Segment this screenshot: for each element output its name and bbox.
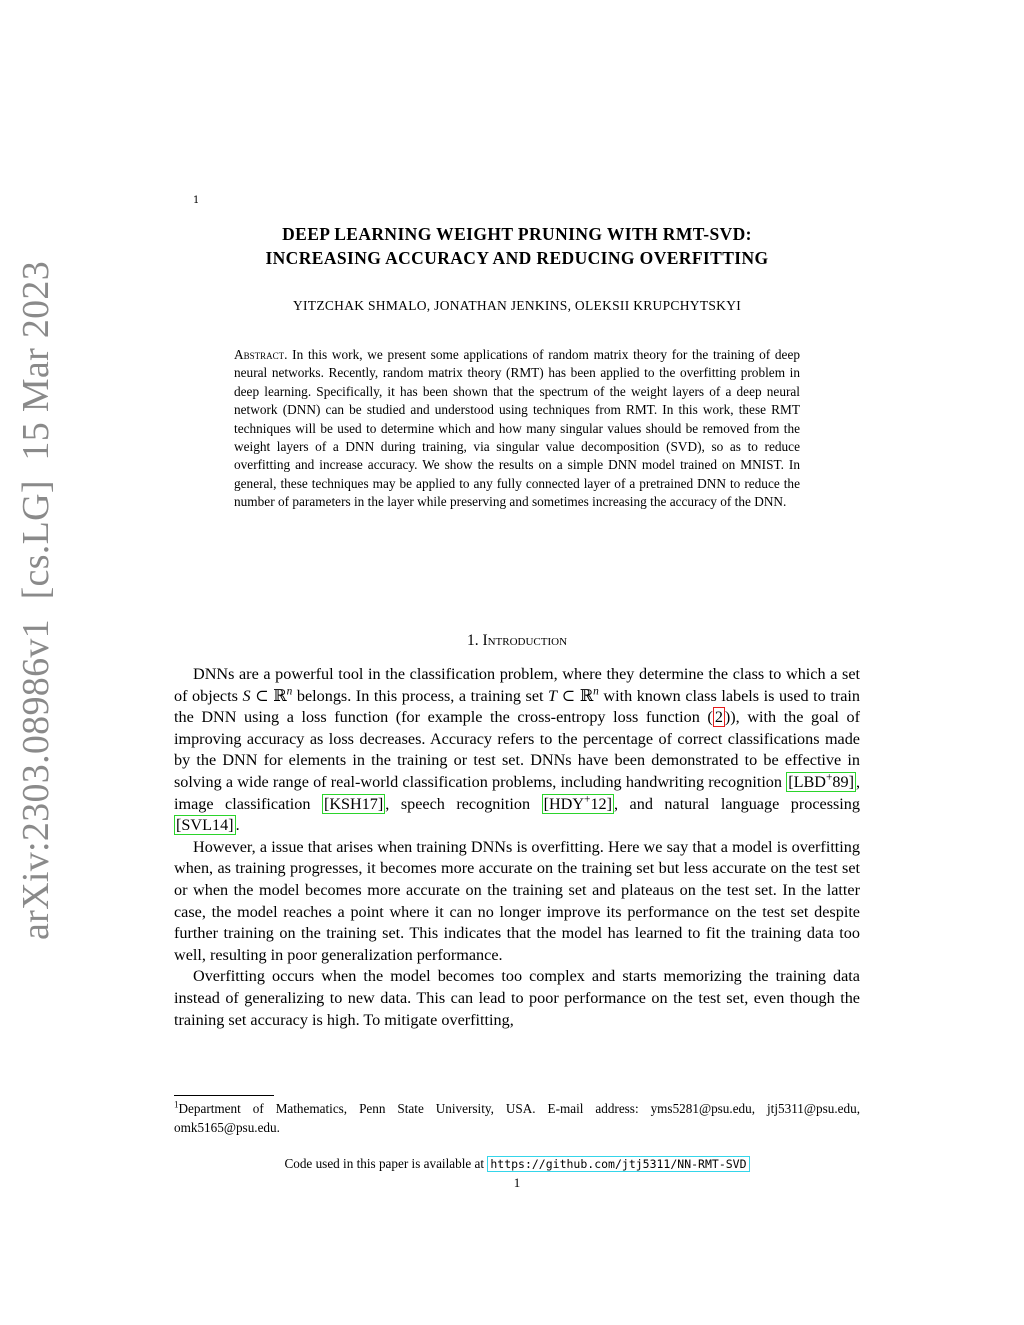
arxiv-date: 15 Mar 2023: [15, 260, 57, 461]
title-line-1: DEEP LEARNING WEIGHT PRUNING WITH RMT-SVD:: [282, 224, 752, 244]
body-text: [174, 664, 860, 1031]
equation-ref-link[interactable]: 2: [714, 708, 723, 727]
abstract: [234, 346, 800, 512]
title-line-2: INCREASING ACCURACY AND REDUCING OVERFITTING: [265, 248, 769, 268]
title-footnote-marker[interactable]: 1: [193, 195, 200, 206]
section-number: 1.: [466, 632, 479, 649]
page-number: 1: [513, 1175, 521, 1190]
section-title: Introduction: [482, 632, 568, 649]
paragraph-2: However, a issue that arises when training DNNs is overfitting. Here we say that a model is overfitting when, as training progresses, it becomes more accurate on the training set but less accurate on the test set or when the model becomes more accurate on the training set and plateaus on the test set. In the latter case, the model reaches a point where it can no longer improve its performance on the test set despite further training on the training set. This indicates that the model has learned to fit the training data too well, resulting in poor generalization performance.: [174, 837, 860, 964]
math-var-s: S: [242, 686, 251, 705]
citation-hdy12[interactable]: [HDY+12]: [543, 793, 613, 813]
footnote-divider: [174, 1095, 274, 1096]
code-availability-note: [174, 1156, 860, 1172]
paragraph-3: Overfitting occurs when the model becomes too complex and starts memorizing the training data instead of generalizing to new data. This can lead to poor performance on the test set, even though the training set accuracy is high. To mitigate overfitting,: [174, 967, 860, 1029]
code-note-text: Code used in this paper is available at: [284, 1156, 488, 1171]
footnote: [174, 1099, 860, 1137]
paragraph-1: DNNs are a powerful tool in the classification problem, where they determine the class to which a set of objects S ⊂ ℝ$^n$ belongs. In this process, a training set T ⊂ ℝ$^n$ with known class labels is used to train the DNN using a loss function (for example the cross-entropy loss function ( 2 )), with the goal of improving accuracy as loss decreases. Accuracy refers to the percentage of correct classifications made by the DNN for elements in the training or test set. DNNs have been demonstrated to be effective in solving a wide range of real-world classification problems, including handwriting recognition [LBD+89] , image classification [KSH17] , speech recognition [HDY+12] , and natural language processing [SVL14] .: [174, 665, 860, 835]
math-var-t: T: [548, 686, 558, 705]
section-heading: [174, 632, 860, 650]
abstract-label: Abstract.: [234, 347, 288, 362]
footnote-marker: 1: [174, 1099, 179, 1110]
arxiv-id[interactable]: arXiv:2303.08986v1: [15, 619, 57, 940]
paper-title: [174, 222, 860, 270]
github-link[interactable]: https://github.com/jtj5311/NN-RMT-SVD: [487, 1156, 749, 1172]
abstract-text: In this work, we present some applications of random matrix theory for the training of deep neural networks. Recently, random matrix theory (RMT) has been applied to the overfitting problem in deep learning. Specifically, it has been shown that the spectrum of the weight layers of a deep neural network (DNN) can be studied and understood using techniques from RMT. In this work, these RMT techniques will be used to determine which and how many singular values should be removed from the weight layers of a DNN during training, via singular value decomposition (SVD), so as to reduce overfitting and increase accuracy. We show the results on a simple DNN model trained on MNIST. In general, these techniques may be applied to any fully connected layer of a pretrained DNN to reduce the number of parameters in the layer while preserving and sometimes increasing the accuracy of the DNN.: [234, 347, 800, 510]
citation-lbd89[interactable]: [LBD+89]: [788, 771, 854, 791]
citation-ksh17[interactable]: [KSH17]: [323, 794, 384, 813]
arxiv-sidebar-stamp: [14, 261, 58, 940]
citation-svl14[interactable]: [SVL14]: [176, 816, 234, 835]
arxiv-category: [cs.LG]: [15, 480, 57, 600]
footnote-text: Department of Mathematics, Penn State University, USA. E-mail address: yms5281@psu.edu, jtj5311@psu.edu, omk5165@psu.edu.: [174, 1101, 860, 1135]
author-list: YITZCHAK SHMALO, JONATHAN JENKINS, OLEKSII KRUPCHYTSKYI: [292, 298, 742, 313]
